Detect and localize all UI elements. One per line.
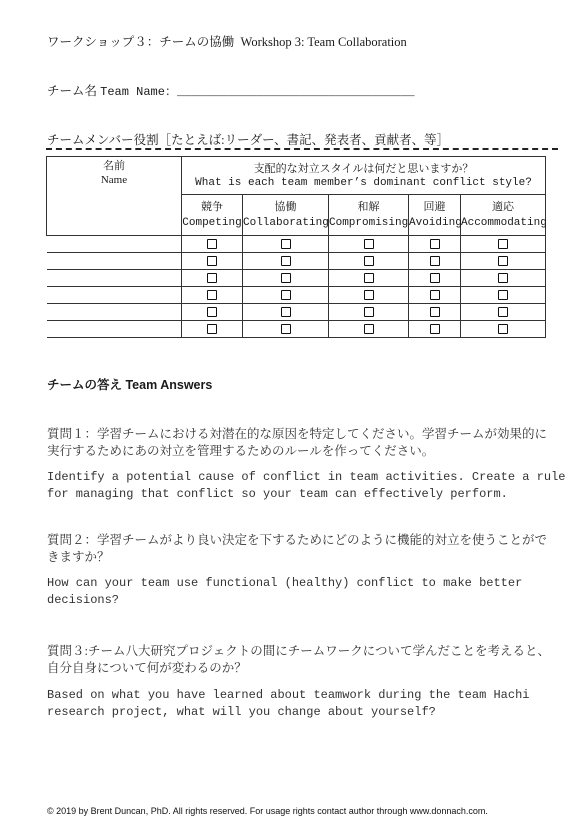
style-checkbox-cell — [182, 321, 243, 338]
member-rows — [47, 236, 546, 338]
question-ja: 支配的な対立スタイルは何だと思いますか？ — [253, 163, 474, 175]
style-header-avoiding: 回避 Avoiding — [409, 195, 461, 236]
member-name-cell[interactable] — [47, 253, 182, 270]
question-2-en: How can your team use functional (healthy) conflict to make better decisions? — [47, 576, 523, 607]
style-checkbox-cell — [409, 270, 461, 287]
style-checkbox-cell — [182, 304, 243, 321]
style-checkbox[interactable] — [430, 239, 440, 249]
style-checkbox-cell — [329, 321, 409, 338]
team-name-blank[interactable]: _________________________________ — [176, 85, 415, 99]
style-checkbox-cell — [243, 321, 329, 338]
style-checkbox-cell — [329, 236, 409, 253]
member-name-cell[interactable] — [47, 236, 182, 253]
style-checkbox-cell — [243, 304, 329, 321]
style-checkbox-cell — [461, 304, 546, 321]
style-checkbox-cell — [182, 253, 243, 270]
question-en: What is each team member’s dominant conflict style? — [195, 177, 532, 189]
style-checkbox[interactable] — [364, 256, 374, 266]
style-checkbox[interactable] — [207, 239, 217, 249]
style-checkbox[interactable] — [207, 273, 217, 283]
member-name-cell[interactable] — [47, 287, 182, 304]
conflict-style-table — [46, 156, 546, 338]
style-checkbox-cell — [329, 287, 409, 304]
question-3-ja: 質問３:チーム八大研究プロジェクトの間にチームワークについて学んだことを考えると、自分自身について何が変わるのか？ — [47, 644, 550, 675]
style-checkbox[interactable] — [430, 290, 440, 300]
team-name-label-en: Team Name： — [100, 85, 177, 99]
conflict-style-question — [182, 157, 546, 195]
style-header-compromising: 和解 Compromising — [329, 195, 409, 236]
style-header-competing: 競争 Competing — [182, 195, 243, 236]
style-checkbox-cell — [409, 321, 461, 338]
style-checkbox[interactable] — [364, 290, 374, 300]
style-checkbox[interactable] — [364, 307, 374, 317]
question-1-ja: 質問１：学習チームにおける対潜在的な原因を特定してください。学習チームが効果的に実行するためにあの対立を管理するためのルールを作ってください。 — [47, 427, 548, 458]
style-checkbox[interactable] — [364, 324, 374, 334]
style-checkbox-cell — [182, 270, 243, 287]
style-checkbox[interactable] — [207, 324, 217, 334]
style-checkbox[interactable] — [207, 290, 217, 300]
style-checkbox[interactable] — [430, 273, 440, 283]
style-checkbox-cell — [329, 253, 409, 270]
style-checkbox[interactable] — [364, 239, 374, 249]
name-column-header — [47, 157, 182, 236]
question-2-ja: 質問２：学習チームがより良い決定を下するためにどのように機能的対立を使うことができますか？ — [47, 533, 548, 564]
member-row — [47, 270, 546, 287]
style-checkbox[interactable] — [207, 307, 217, 317]
style-header-accommodating: 適応 Accommodating — [461, 195, 546, 236]
style-checkbox-cell — [461, 287, 546, 304]
worksheet-title — [47, 32, 407, 50]
style-checkbox[interactable] — [281, 324, 291, 334]
title-ja: ワークショップ３：チームの協働 — [47, 35, 235, 49]
style-checkbox-cell — [243, 270, 329, 287]
style-checkbox[interactable] — [281, 273, 291, 283]
style-checkbox[interactable] — [498, 290, 508, 300]
style-checkbox[interactable] — [430, 256, 440, 266]
style-checkbox-cell — [243, 253, 329, 270]
member-name-cell[interactable] — [47, 270, 182, 287]
member-row — [47, 304, 546, 321]
name-header-en: Name — [100, 174, 128, 186]
style-checkbox[interactable] — [281, 290, 291, 300]
style-checkbox[interactable] — [498, 273, 508, 283]
member-name-cell[interactable] — [47, 321, 182, 338]
member-name-cell[interactable] — [47, 304, 182, 321]
style-checkbox-cell — [182, 287, 243, 304]
style-checkbox-cell — [409, 287, 461, 304]
style-checkbox[interactable] — [281, 256, 291, 266]
style-checkbox-cell — [329, 304, 409, 321]
copyright-footer: © 2019 by Brent Duncan, PhD. All rights reserved. For usage rights contact author through www.donnach.com. — [47, 806, 488, 816]
member-row — [47, 321, 546, 338]
style-checkbox-cell — [461, 253, 546, 270]
style-checkbox[interactable] — [498, 256, 508, 266]
name-header-ja: 名前 — [103, 160, 125, 172]
style-checkbox-cell — [329, 270, 409, 287]
style-checkbox[interactable] — [430, 307, 440, 317]
style-checkbox[interactable] — [498, 239, 508, 249]
style-checkbox[interactable] — [364, 273, 374, 283]
member-row — [47, 287, 546, 304]
question-3-en: Based on what you have learned about teamwork during the team Hachi research project, what will you change about yourself? — [47, 688, 530, 719]
team-answers-heading: チームの答え Team Answers — [47, 378, 213, 392]
style-checkbox-cell — [243, 287, 329, 304]
style-checkbox-cell — [409, 304, 461, 321]
style-checkbox[interactable] — [498, 324, 508, 334]
dashed-divider — [46, 148, 558, 150]
member-row — [47, 236, 546, 253]
style-checkbox-cell — [182, 236, 243, 253]
team-name-line — [47, 81, 415, 99]
style-header-collaborating: 協働 Collaborating — [243, 195, 329, 236]
style-checkbox-cell — [243, 236, 329, 253]
question-1-en: Identify a potential cause of conflict in team activities. Create a rule for managing that conflict so your team can effectively perform. — [47, 470, 566, 501]
style-checkbox[interactable] — [207, 256, 217, 266]
member-row — [47, 253, 546, 270]
title-en: Workshop 3: Team Collaboration — [240, 35, 407, 49]
team-name-label-ja: チーム名 — [47, 84, 98, 98]
style-checkbox-cell — [409, 236, 461, 253]
style-checkbox[interactable] — [498, 307, 508, 317]
style-checkbox-cell — [461, 321, 546, 338]
style-checkbox-cell — [461, 236, 546, 253]
style-checkbox-cell — [409, 253, 461, 270]
member-roles-label: チームメンバー役割［たとえば:リーダー、書記、発表者、貢献者、等］ — [47, 133, 450, 147]
style-checkbox[interactable] — [430, 324, 440, 334]
style-checkbox-cell — [461, 270, 546, 287]
style-checkbox[interactable] — [281, 307, 291, 317]
style-checkbox[interactable] — [281, 239, 291, 249]
